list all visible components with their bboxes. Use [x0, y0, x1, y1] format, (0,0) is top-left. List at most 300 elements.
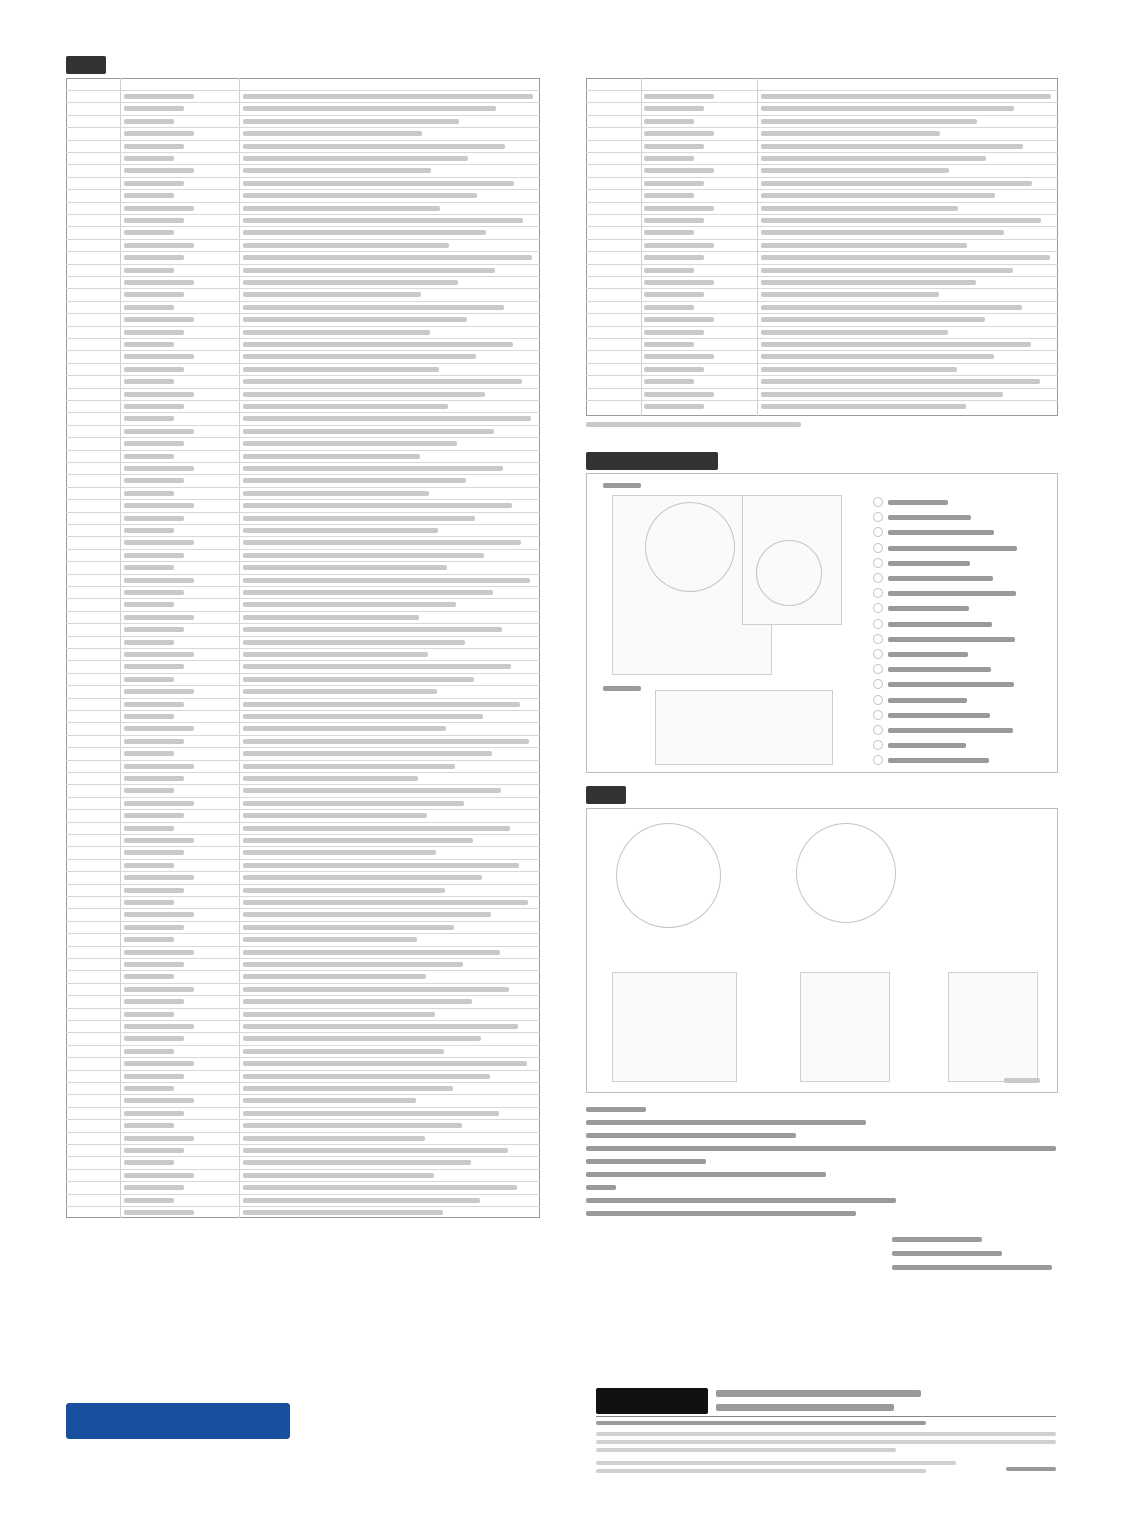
part-name-block [888, 637, 1015, 642]
spec-row-label [124, 1185, 184, 1190]
spec-row-rule [586, 350, 1058, 351]
spec-row-value [243, 1074, 490, 1079]
spec-row-label [124, 1049, 174, 1054]
rear-view-caption-block [603, 686, 641, 691]
spec-row-value [243, 826, 510, 831]
spec-row-label [124, 875, 194, 880]
part-name-block [888, 713, 990, 718]
spec-row-rule [66, 598, 540, 599]
spec-row-rule [66, 177, 540, 178]
spec-row-rule [66, 983, 540, 984]
spec-row-value [243, 863, 519, 868]
spec-row-label [124, 1210, 194, 1215]
spec-row-value [243, 640, 465, 645]
part-number-marker [873, 543, 883, 553]
note-line-block [586, 1172, 826, 1177]
spec-table-col-divider [757, 78, 758, 416]
camera-rear-view-drawing [655, 690, 833, 765]
spec-row-value [761, 94, 1051, 99]
spec-row-value [243, 652, 428, 657]
spec-row-rule [66, 90, 540, 91]
spec-row-value [243, 838, 473, 843]
spec-row-label [644, 168, 714, 173]
spec-row-rule [66, 115, 540, 116]
part-name-block [888, 546, 1017, 551]
note-line-block [586, 1146, 1056, 1151]
spec-row-value [761, 156, 986, 161]
spec-row-value [243, 950, 500, 955]
spec-row-label [124, 466, 194, 471]
spec-row-rule [66, 574, 540, 575]
spec-row-rule [66, 189, 540, 190]
spec-row-label [644, 404, 704, 409]
part-number-marker [873, 497, 883, 507]
spec-row-label [124, 330, 184, 335]
spec-row-value [243, 974, 426, 979]
spec-row-rule [66, 512, 540, 513]
spec-row-rule [66, 127, 540, 128]
spec-row-label [124, 937, 174, 942]
spec-row-label [644, 392, 714, 397]
spec-row-value [243, 578, 530, 583]
spec-row-label [644, 156, 694, 161]
spec-row-rule [66, 487, 540, 488]
spec-row-value [243, 94, 533, 99]
table-footnote-block [586, 422, 801, 427]
spec-row-rule [586, 164, 1058, 165]
spec-row-value [761, 280, 976, 285]
spec-heading-block [66, 56, 106, 74]
spec-row-rule [586, 140, 1058, 141]
spec-row-value [243, 1185, 517, 1190]
note-line-block [586, 1107, 646, 1112]
spec-row-rule [66, 1008, 540, 1009]
footer-line-block [596, 1440, 1056, 1444]
footer-line-block [596, 1461, 956, 1465]
spec-row-value [243, 466, 503, 471]
spec-row-label [124, 714, 174, 719]
spec-row-value [761, 392, 1003, 397]
spec-row-value [243, 739, 529, 744]
spec-row-value [243, 206, 440, 211]
spec-row-value [243, 317, 467, 322]
spec-row-value [243, 912, 491, 917]
spec-row-rule [66, 1119, 540, 1120]
spec-row-label [124, 888, 184, 893]
spec-row-rule [586, 115, 1058, 116]
spec-row-label [124, 602, 174, 607]
spec-row-label [124, 392, 194, 397]
spec-row-label [124, 900, 174, 905]
part-name-block [888, 606, 969, 611]
spec-row-rule [66, 1156, 540, 1157]
spec-row-rule [66, 1032, 540, 1033]
part-number-marker [873, 558, 883, 568]
spec-row-rule [586, 313, 1058, 314]
mount-dome-drawing [756, 540, 822, 606]
spec-row-label [124, 1061, 194, 1066]
spec-row-value [243, 776, 418, 781]
spec-row-value [243, 528, 438, 533]
spec-row-rule [66, 1132, 540, 1133]
spec-row-rule [586, 239, 1058, 240]
spec-row-value [243, 379, 522, 384]
spec-row-value [761, 106, 1014, 111]
spec-row-value [243, 1061, 527, 1066]
note-line-block [586, 1198, 896, 1203]
spec-row-label [644, 367, 704, 372]
spec-row-rule [66, 1107, 540, 1108]
part-number-marker [873, 695, 883, 705]
spec-row-label [124, 317, 194, 322]
spec-row-value [761, 131, 940, 136]
part-name-block [888, 576, 993, 581]
spec-row-value [243, 702, 520, 707]
spec-row-rule [586, 288, 1058, 289]
spec-row-label [644, 330, 704, 335]
spec-row-value [243, 677, 474, 682]
spec-row-rule [586, 202, 1058, 203]
spec-row-value [243, 1123, 462, 1128]
spec-row-value [243, 330, 430, 335]
spec-row-label [124, 627, 184, 632]
spec-row-value [243, 565, 447, 570]
spec-row-label [124, 342, 174, 347]
spec-row-label [644, 193, 694, 198]
part-name-block [888, 591, 1016, 596]
spec-row-label [644, 280, 714, 285]
spec-row-rule [66, 921, 540, 922]
spec-row-label [124, 689, 194, 694]
spec-row-label [644, 317, 714, 322]
spec-row-rule [586, 214, 1058, 215]
spec-row-rule [66, 884, 540, 885]
spec-row-rule [586, 400, 1058, 401]
spec-row-label [124, 652, 194, 657]
spec-row-label [124, 540, 194, 545]
spec-row-value [243, 144, 505, 149]
spec-row-label [124, 801, 194, 806]
bottom-view-drawing [796, 823, 896, 923]
spec-row-value [243, 193, 477, 198]
spec-row-value [761, 305, 1022, 310]
spec-row-value [761, 255, 1050, 260]
parts-heading-block [586, 452, 718, 470]
spec-row-rule [586, 264, 1058, 265]
spec-row-rule [66, 586, 540, 587]
spec-row-value [243, 801, 464, 806]
spec-row-rule [66, 698, 540, 699]
spec-row-value [243, 900, 528, 905]
spec-row-value [243, 813, 427, 818]
spec-row-label [124, 565, 174, 570]
note-line-block [586, 1120, 866, 1125]
spec-row-rule [66, 350, 540, 351]
spec-row-value [243, 664, 511, 669]
spec-row-label [124, 119, 174, 124]
spec-row-label [124, 429, 194, 434]
spec-row-value [243, 627, 502, 632]
spec-row-label [124, 1173, 194, 1178]
spec-row-value [761, 119, 977, 124]
spec-row-value [243, 1111, 499, 1116]
spec-row-rule [66, 846, 540, 847]
side-view-drawing-left [612, 972, 737, 1082]
spec-row-label [124, 838, 194, 843]
spec-row-label [124, 478, 184, 483]
spec-row-value [243, 788, 501, 793]
spec-row-label [124, 168, 194, 173]
note-line-block [586, 1159, 706, 1164]
spec-row-rule [66, 326, 540, 327]
spec-row-value [243, 292, 421, 297]
spec-row-rule [66, 685, 540, 686]
spec-row-rule [66, 636, 540, 637]
spec-row-rule [586, 375, 1058, 376]
part-name-block [888, 561, 970, 566]
spec-row-rule [66, 1194, 540, 1195]
spec-row-rule [66, 1045, 540, 1046]
part-name-block [888, 758, 989, 763]
spec-row-value [761, 268, 1013, 273]
spec-row-value [761, 181, 1032, 186]
spec-row-value [243, 999, 472, 1004]
footer-line-block [1006, 1467, 1056, 1471]
spec-row-label [124, 950, 194, 955]
spec-row-value [243, 131, 422, 136]
spec-row-value [243, 1024, 518, 1029]
spec-row-label [124, 1160, 174, 1165]
spec-row-rule [66, 338, 540, 339]
spec-row-rule [66, 437, 540, 438]
spec-row-value [243, 168, 431, 173]
spec-row-rule [66, 202, 540, 203]
spec-row-label [124, 578, 194, 583]
spec-row-label [124, 156, 174, 161]
spec-row-value [243, 888, 445, 893]
spec-row-label [124, 826, 174, 831]
part-name-block [888, 652, 968, 657]
spec-row-rule [66, 1094, 540, 1095]
spec-row-label [124, 516, 184, 521]
spec-row-value [243, 1160, 471, 1165]
spec-row-label [124, 1111, 184, 1116]
spec-row-value [761, 342, 1031, 347]
spec-table-col-divider [641, 78, 642, 416]
spec-row-label [644, 255, 704, 260]
spec-row-rule [66, 784, 540, 785]
note-line-block [586, 1185, 616, 1190]
spec-row-rule [66, 896, 540, 897]
spec-row-label [124, 1024, 194, 1029]
spec-row-value [761, 230, 1004, 235]
spec-row-rule [66, 462, 540, 463]
footer-line-block [596, 1421, 926, 1425]
spec-row-label [124, 292, 184, 297]
spec-row-rule [66, 239, 540, 240]
back-view-drawing [948, 972, 1038, 1082]
spec-row-label [124, 640, 174, 645]
spec-row-value [243, 875, 482, 880]
part-number-marker [873, 710, 883, 720]
spec-row-value [243, 503, 512, 508]
spec-row-rule [66, 1144, 540, 1145]
spec-row-value [243, 602, 456, 607]
part-name-block [888, 743, 966, 748]
spec-row-rule [66, 933, 540, 934]
spec-row-value [243, 516, 475, 521]
spec-row-value [243, 764, 455, 769]
spec-row-rule [66, 660, 540, 661]
spec-row-value [243, 1086, 453, 1091]
footer-divider [596, 1416, 1056, 1417]
spec-row-label [124, 850, 184, 855]
spec-row-label [124, 243, 194, 248]
spec-row-value [243, 392, 485, 397]
spec-row-label [644, 131, 714, 136]
spec-row-value [243, 106, 496, 111]
spec-row-label [124, 354, 194, 359]
spec-row-rule [66, 140, 540, 141]
spec-row-value [243, 590, 493, 595]
spec-row-label [644, 119, 694, 124]
part-name-block [888, 698, 967, 703]
spec-row-rule [66, 1020, 540, 1021]
spec-row-value [243, 156, 468, 161]
spec-row-value [761, 330, 948, 335]
spec-row-value [243, 1198, 480, 1203]
spec-row-rule [66, 908, 540, 909]
spec-row-rule [66, 561, 540, 562]
spec-row-label [124, 1136, 194, 1141]
spec-row-label [124, 702, 184, 707]
spec-row-rule [66, 412, 540, 413]
spec-row-rule [66, 536, 540, 537]
spec-row-rule [586, 338, 1058, 339]
spec-row-label [124, 726, 194, 731]
spec-row-value [243, 962, 463, 967]
spec-row-rule [586, 388, 1058, 389]
appearance-heading-block [586, 786, 626, 804]
spec-row-value [243, 937, 417, 942]
spec-row-value [243, 1049, 444, 1054]
spec-row-value [761, 379, 1040, 384]
spec-row-label [644, 292, 704, 297]
spec-row-rule [66, 834, 540, 835]
spec-row-value [761, 193, 995, 198]
spec-row-rule [586, 363, 1058, 364]
spec-row-value [243, 218, 523, 223]
spec-row-value [243, 491, 429, 496]
side-view-drawing-right [800, 972, 890, 1082]
spec-row-value [243, 119, 459, 124]
spec-row-rule [66, 102, 540, 103]
spec-row-rule [66, 735, 540, 736]
spec-row-label [124, 305, 174, 310]
spec-row-value [243, 181, 514, 186]
spec-row-rule [586, 301, 1058, 302]
spec-row-rule [66, 809, 540, 810]
spec-row-rule [66, 313, 540, 314]
spec-row-label [124, 962, 184, 967]
spec-row-value [243, 1136, 425, 1141]
part-number-marker [873, 725, 883, 735]
spec-row-rule [66, 152, 540, 153]
spec-row-label [644, 144, 704, 149]
spec-row-rule [66, 499, 540, 500]
spec-row-value [243, 1036, 481, 1041]
spec-row-label [124, 590, 184, 595]
spec-row-rule [66, 747, 540, 748]
spec-row-rule [66, 946, 540, 947]
spec-row-value [243, 342, 513, 347]
spec-row-rule [586, 276, 1058, 277]
spec-row-rule [66, 264, 540, 265]
spec-row-value [243, 751, 492, 756]
spec-row-label [644, 305, 694, 310]
spec-row-rule [66, 1181, 540, 1182]
spec-row-value [761, 367, 957, 372]
spec-row-rule [66, 214, 540, 215]
spec-row-rule [66, 871, 540, 872]
spec-row-label [644, 268, 694, 273]
camera-dome-drawing [645, 502, 735, 592]
spec-row-label [124, 106, 184, 111]
spec-row-label [124, 181, 184, 186]
spec-row-value [243, 441, 457, 446]
spec-row-rule [66, 648, 540, 649]
spec-row-rule [66, 772, 540, 773]
note-line-block [586, 1133, 796, 1138]
spec-row-value [243, 540, 521, 545]
spec-row-rule [66, 760, 540, 761]
note-line-block [586, 1211, 856, 1216]
spec-row-label [124, 218, 184, 223]
spec-row-value [243, 268, 495, 273]
spec-row-label [124, 230, 174, 235]
spec-row-value [243, 230, 486, 235]
spec-row-label [644, 243, 714, 248]
disclaimer-line-block [892, 1237, 982, 1242]
spec-row-label [644, 342, 694, 347]
spec-row-rule [586, 152, 1058, 153]
spec-row-rule [66, 1070, 540, 1071]
company-name-block [716, 1390, 921, 1397]
spec-row-rule [586, 177, 1058, 178]
spec-row-value [243, 478, 466, 483]
spec-row-value [243, 243, 449, 248]
spec-row-rule [586, 226, 1058, 227]
spec-row-rule [66, 301, 540, 302]
spec-row-label [124, 441, 184, 446]
spec-row-label [124, 131, 194, 136]
company-name-english-block [716, 1404, 894, 1411]
spec-row-value [761, 292, 939, 297]
spec-row-value [243, 280, 458, 285]
spec-row-label [124, 94, 194, 99]
spec-row-rule [66, 375, 540, 376]
part-name-block [888, 622, 992, 627]
spec-row-label [644, 230, 694, 235]
spec-row-rule [66, 1082, 540, 1083]
spec-row-value [243, 255, 532, 260]
footer-line-block [596, 1469, 926, 1473]
part-name-block [888, 515, 971, 520]
unit-note-block [1004, 1078, 1040, 1083]
spec-row-label [644, 181, 704, 186]
spec-row-value [243, 714, 483, 719]
spec-row-rule [66, 797, 540, 798]
